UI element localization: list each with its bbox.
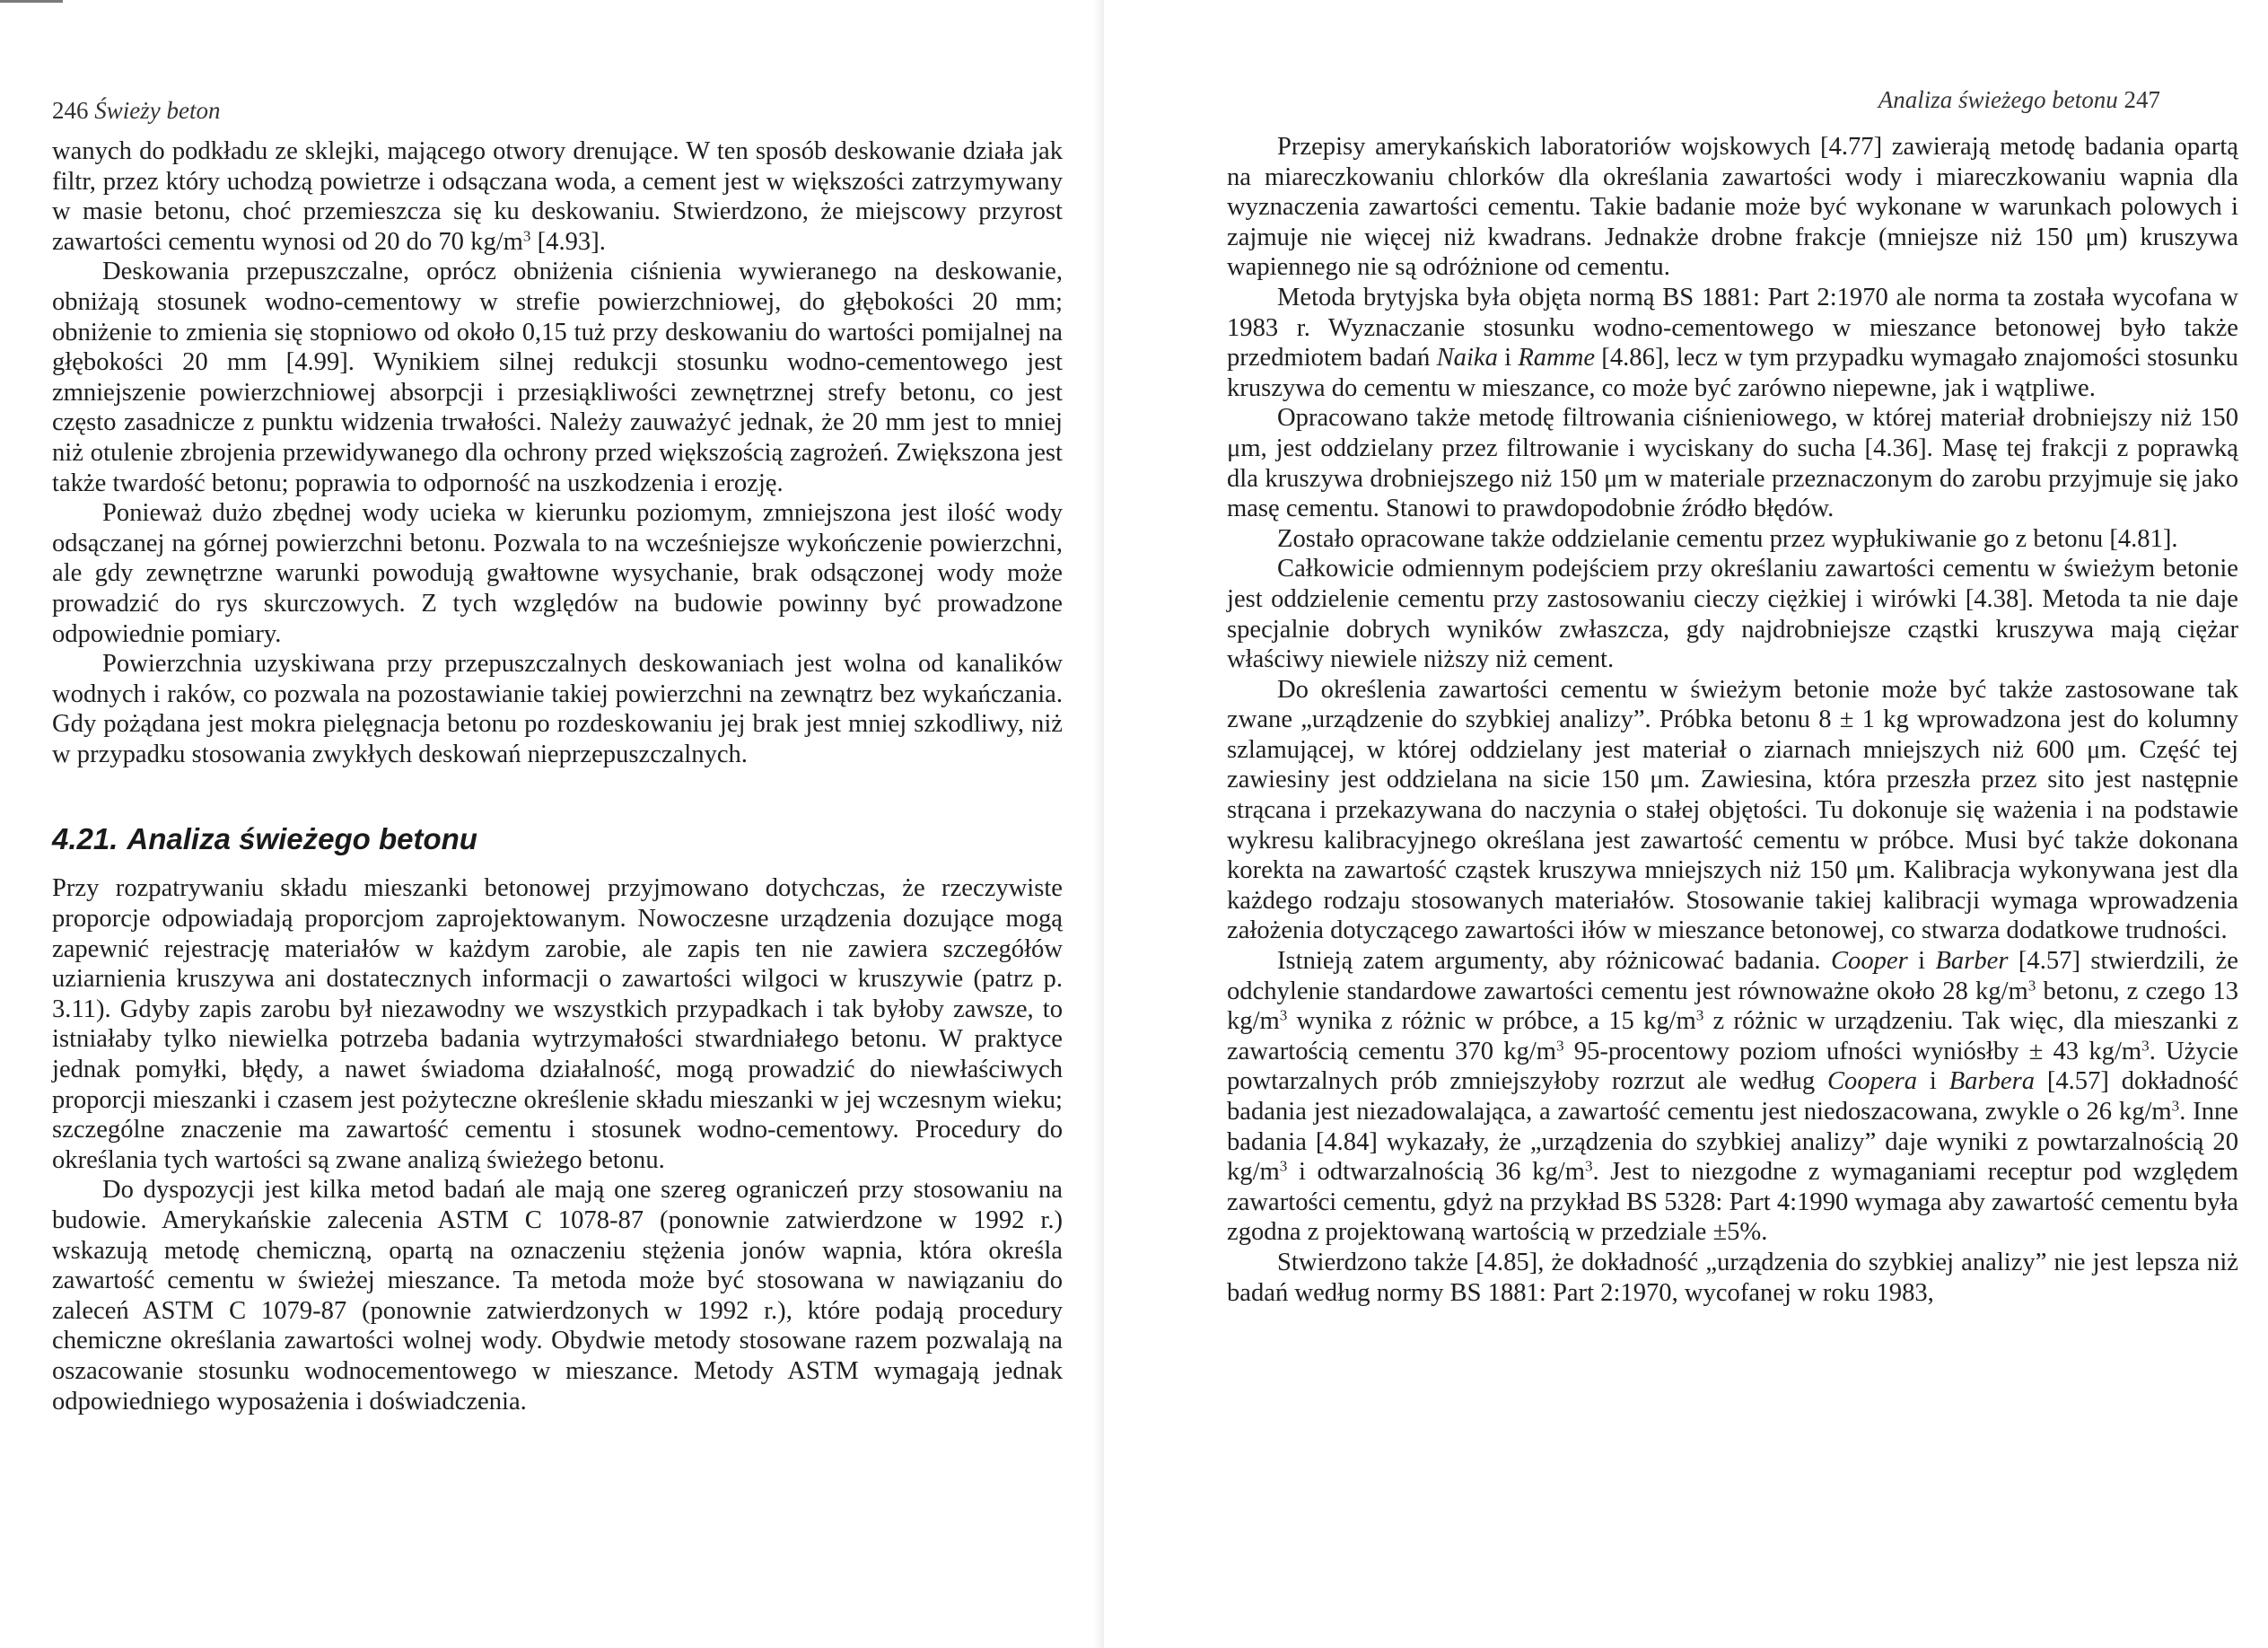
paragraph: Do określenia zawartości cementu w świeżym betonie może być także zastosowane tak zwane „urządzenie do szybkiej analizy”. Próbka betonu 8 ± 1 kg wprowadzona jest do kolumny szlamującej, w której oddzielany jest materiał o ziarnach mniejszych niż 600 μm. Część tej zawiesiny jest oddzielana na sicie 150 μm. Zawiesina, która przeszła przez sito jest następnie strącana i przekazywana do naczynia o stałej objętości. Tu dokonuje się ważenia i na podstawie wykresu kalibracyjnego określana jest zawartość cementu w próbce. Musi być także dokonana korekta na zawartość cząstek kruszywa mniejszych niż 150 μm. Kalibracja wykonywana jest dla każdego rodzaju stosowanych materiałów. Stosowanie takiej kalibracji wymaga wprowadzenia założenia dotyczącego zawartości iłów w mieszance betonowej, co stwarza dodatkowe trudności. [1227,675,2238,945]
author-name: Naika [1436,344,1498,373]
left-page [0,0,1113,1648]
paragraph: Deskowania przepuszczalne, oprócz obniżenia ciśnienia wywieranego na deskowanie, obniżają stosunek wodno-cementowy w strefie powierzchniowej, do głębokości 20 mm; obniżenie to zmienia się stopniowo od około 0,15 tuż przy deskowaniu do wartości pomijalnej na głębokości 20 mm [4.99]. Wynikiem silnej redukcji stosunku wodno-cementowego jest zmniejszenie powierzchniowej absorpcji i przesiąkliwości zewnętrznej strefy betonu, co jest często zasadnicze z punktu widzenia trwałości. Należy zauważyć jednak, że 20 mm jest to mniej niż otulenie zbrojenia przewidywanego dla ochrony przed większością zagrożeń. Zwiększona jest także twardość betonu; poprawia to odporność na uszkodzenia i erozję. [52,258,1063,497]
paragraph: Stwierdzono także [4.85], że dokładność „urządzenia do szybkiej analizy” nie jest lepsza niż badań według normy BS 1881: Part 2:1970, wycofanej w roku 1983, [1227,1248,2238,1307]
right-running-head [1878,86,2160,114]
paragraph: Metoda brytyjska była objęta normą BS 1881: Part 2:1970 ale norma ta została wycofana w 1983 r. Wyznaczanie stosunku wodno-cementowego w mieszance betonowej było także przedmiotem badań Naika i Ramme [4.86], lecz w tym przypadku wymagało znajomości stosunku kruszywa do cementu w mieszance, co może być zarówno niepewne, jak i wątpliwe. [1227,283,2238,402]
unit: kg/m [1643,1007,1696,1036]
unit: kg/m [1227,1158,1280,1187]
unit: kg/m [470,227,523,256]
unit-exponent: 3 [1279,1157,1288,1175]
unit: kg/m [1532,1158,1585,1187]
paragraph: Powierzchnia uzyskiwana przy przepuszczalnych deskowaniach jest wolna od kanalików wodnych i raków, co pozwala na pozostawianie takiej powierzchni na zewnątrz bez wykańczania. Gdy pożądana jest mokra pielęgnacja betonu po rozdeskowaniu jej brak jest mniej szkodliwy, niż w przypadku stosowania zwykłych deskowań nieprzepuszczalnych. [52,650,1063,768]
section-number: 4.21. [52,822,118,856]
left-running-head [52,97,220,125]
paragraph: Przy rozpatrywaniu składu mieszanki betonowej przyjmowano dotychczas, że rzeczywiste proporcje odpowiadają proporcjom zaprojektowanym. Nowoczesne urządzenia dozujące mogą zapewnić rejestrację materiałów w każdym zarobie, ale zapis ten nie zawiera szczegółów uziarnienia kruszywa ani dostatecznych informacji o zawartości wilgoci w kruszywie (patrz p. 3.11). Gdyby zapis zarobu był niezawodny we wszystkich przypadkach i tak byłoby zawsze, to istniałaby tylko niewielka potrzeba badania wytrzymałości stwardniałego betonu. W praktyce jednak pomyłki, błędy, a nawet świadoma działalność, mogą prowadzić do niewłaściwych proporcji mieszanki i czasem jest pożyteczne określenie składu mieszanki w jej wczesnym wieku; szczególne znaczenie ma zawartość cementu i stosunek wodno-cementowy. Procedury do określania tych wartości są zwane analizą świeżego betonu. [52,874,1063,1174]
unit-exponent: 3 [1279,1006,1288,1024]
paragraph: Przepisy amerykańskich laboratoriów wojskowych [4.77] zawierają metodę badania opartą na miareczkowaniu chlorków dla określania zawartości wody i miareczkowaniu wapnia dla wyznaczenia zawartości cementu. Takie badanie może być wykonane w warunkach polowych i zajmuje nie więcej niż kwadrans. Jednakże drobne frakcje (mniejsze niż 150 μm) kruszywa wapiennego nie są odróżnione od cementu. [1227,133,2238,282]
author-name: Ramme [1518,344,1596,373]
paragraph: Zostało opracowane także oddzielanie cementu przez wypłukiwanie go z betonu [4.81]. [1277,524,2178,553]
paragraph: Ponieważ dużo zbędnej wody ucieka w kierunku poziomym, zmniejszona jest ilość wody odsączanej na górnej powierzchni betonu. Pozwala to na wcześniejsze wykończenie powierzchni, ale gdy zewnętrzne warunki powodują gwałtowne wysychanie, brak odsączonej wody może prowadzić do rys skurczowych. Z tych względów na budowie powinny być prowadzone odpowiednie pomiary. [52,499,1063,648]
left-text-block [52,136,1063,1416]
page-edge-rule [0,0,63,3]
unit-exponent: 3 [1695,1006,1704,1024]
unit-exponent: 3 [522,227,531,245]
author-name: Coopera [1826,1067,1918,1096]
left-running-title: Świeży beton [94,97,221,124]
section-heading [52,821,1063,857]
unit: kg/m [1227,1007,1280,1036]
paragraph: Opracowano także metodę filtrowania ciśnieniowego, w której materiał drobniejszy niż 150 μm, jest oddzielany przez filtrowanie i wyciskany do sucha [4.36]. Masę tej frakcji z poprawką dla kruszywa drobniejszego niż 150 μm w materiale przeznaczonym do zarobu przyjmuje się jako masę cementu. Stanowi to prawdopodobnie źródło błędów. [1227,404,2238,523]
unit-exponent: 3 [1584,1157,1593,1175]
author-name: Barber [1935,947,2009,976]
paragraph: Całkowicie odmiennym podejściem przy określaniu zawartości cementu w świeżym betonie jest oddzielenie cementu przy zastosowaniu cieczy ciężkiej i wirówki [4.38]. Metoda ta nie daje specjalnie dobrych wyników zwłaszcza, gdy najdrobniejsze cząstki kruszywa mają ciężar właściwy niewiele niższy niż cement. [1227,555,2238,674]
author-name: Barbera [1948,1067,2035,1096]
unit-exponent: 3 [1556,1037,1564,1055]
unit: kg/m [2088,1037,2142,1065]
right-page [1104,0,2268,1648]
left-page-number: 246 [52,97,89,124]
right-running-title: Analiza świeżego betonu [1878,86,2118,113]
paragraph: wanych do podkładu ze sklejki, mającego otwory drenujące. W ten sposób deskowanie działa jak filtr, przez który uchodzą powietrze i odsączana woda, a cement jest w większości zatrzymywany w masie betonu, choć przemieszcza się ku deskowaniu. Stwierdzono, że miejscowy przyrost zawartości cementu wynosi od 20 do 70 $kg/m^3$ [4.93]. [52,137,1063,256]
unit: kg/m [1503,1037,1557,1065]
author-name: Cooper [1830,947,1908,976]
right-text-block [1227,132,2238,1308]
unit-exponent: 3 [2171,1097,2180,1115]
paragraph: Do dyspozycji jest kilka metod badań ale mają one szereg ograniczeń przy stosowaniu na budowie. Amerykańskie zalecenia ASTM C 1078-87 (ponownie zatwierdzone w 1992 r.) wskazują metodę chemiczną, opartą na oznaczeniu stężenia jonów wapnia, która określa zawartość cementu w świeżej mieszance. Ta metoda może być stosowana w nawiązaniu do zaleceń ASTM C 1079-87 (ponownie zatwierdzonych w 1992 r.), które podają procedury chemiczne określania zawartości wolnej wody. Obydwie metody stosowane razem pozwalają na oszacowanie stosunku wodnocementowego w mieszance. Metody ASTM wymagają jednak odpowiedniego wyposażenia i doświadczenia. [52,1176,1063,1416]
unit: kg/m [2118,1098,2172,1126]
unit-exponent: 3 [2027,977,2036,995]
section-title: Analiza świeżego betonu [127,822,477,856]
unit: kg/m [1975,977,2028,1005]
unit-exponent: 3 [2141,1037,2150,1055]
right-page-number: 247 [2124,86,2160,113]
paragraph: Istnieją zatem argumenty, aby różnicować badania. Cooper i Barber [4.57] stwierdzili, że odchylenie standardowe zawartości cementu jest równoważne około 28 $kg/m^3$ betonu, z czego 13 $kg/m^3$ wynika z różnic w próbce, a 15 $kg/m^3$ z różnic w urządzeniu. Tak więc, dla mieszanki z zawartością cementu 370 $kg/m^3$ 95-procentowy poziom ufności wyniósłby ± 43 $kg/m^3$. Użycie powtarzalnych prób zmniejszyłoby rozrzut ale według Coopera i Barbera [4.57] dokładność badania jest niezadowalająca, a zawartość cementu jest niedoszacowana, zwykle o 26 $kg/m^3$. Inne badania [4.84] wykazały, że „urządzenia do szybkiej analizy” daje wyniki z powtarzalnością 20 $kg/m^3$ i odtwarzalnością 36 $kg/m^3$. Jest to niezgodne z wymaganiami receptur pod względem zawartości cementu, gdyż na przykład BS 5328: Part 4:1990 wymaga aby zawartość cementu była zgodna z projektowaną wartością w przedziale ±5%. [1227,947,2238,1247]
